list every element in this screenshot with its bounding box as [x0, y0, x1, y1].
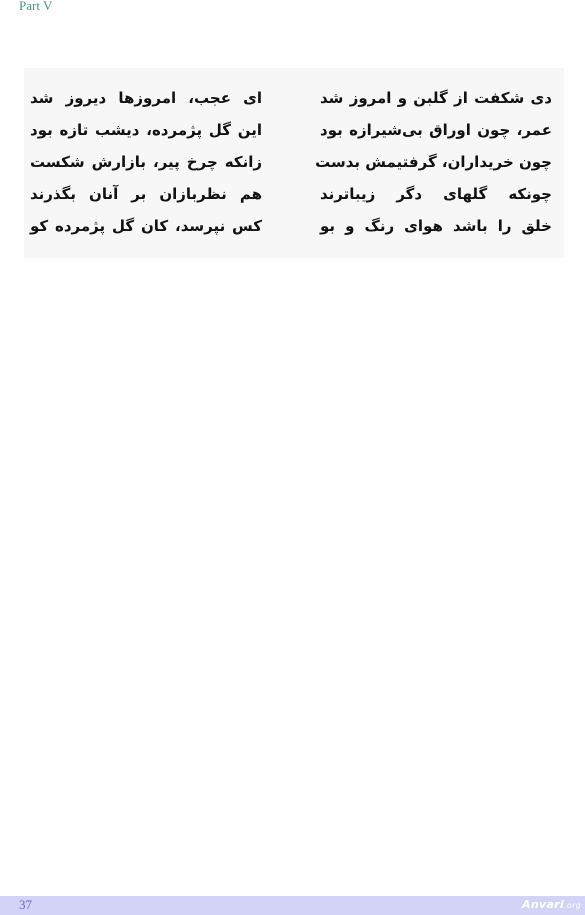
- watermark-logo: [522, 898, 581, 911]
- part-label: Part V: [19, 0, 53, 13]
- verse-line: کس نپرسد، کان گل پژمرده کو: [30, 217, 262, 235]
- verse-line: چونکه گلهای دگر زیباترند: [320, 185, 552, 203]
- watermark-suffix: .org: [563, 901, 581, 910]
- poem-block: [24, 68, 564, 258]
- footer-bar: [0, 896, 585, 915]
- verse-line: چون خریداران، گرفتیمش بدست: [315, 153, 552, 171]
- verse-line: خلق را باشد هوای رنگ و بو: [320, 217, 552, 235]
- verse-line: زانکه چرخ پیر، بازارش شکست: [30, 153, 262, 171]
- poem-right-column: [315, 82, 552, 242]
- poem-left-column: [30, 82, 262, 242]
- verse-line: این گل پژمرده، دیشب تازه بود: [30, 121, 262, 139]
- page-number: 37: [19, 897, 32, 912]
- watermark-main: Anvari: [522, 898, 564, 911]
- verse-line: عمر، چون اوراق بی‌شیرازه بود: [320, 121, 552, 139]
- verse-line: دی شکفت از گلبن و امروز شد: [320, 89, 552, 107]
- verse-line: ای عجب، امروزها دیروز شد: [30, 89, 262, 107]
- verse-line: هم نظربازان بر آنان بگذرند: [30, 185, 262, 203]
